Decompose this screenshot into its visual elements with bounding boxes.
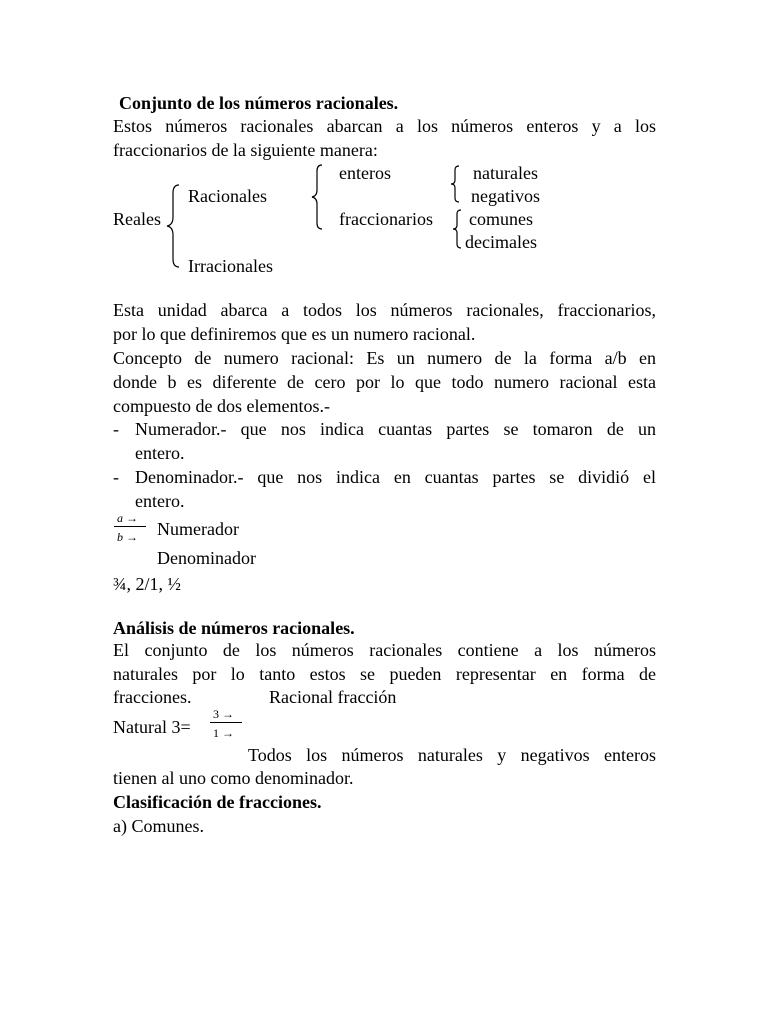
label-numerador: Numerador [157, 519, 239, 539]
intro-line-1: Estos números racionales abarcan a los números enteros y a los [113, 116, 656, 136]
intro-line-2: fraccionarios de la siguiente manera: [113, 140, 378, 160]
body1-line-2: por lo que definiremos que es un numero racional. [113, 324, 476, 344]
section-title-clasificacion: Clasificación de fracciones. [113, 792, 322, 812]
text-racional-fraccion: Racional fracción [269, 687, 397, 707]
diagram-comunes: comunes [469, 209, 533, 229]
diagram-fraccionarios: fraccionarios [339, 209, 433, 229]
todos-line-text: Todos los números naturales y negativos enteros [248, 745, 656, 765]
diagram-negativos: negativos [471, 186, 540, 206]
diagram-naturales: naturales [473, 163, 538, 183]
analisis-line-1: El conjunto de los números racionales contiene a los números [113, 640, 656, 660]
analisis-paragraph [113, 639, 656, 687]
fraction-examples: ¾, 2/1, ½ [113, 574, 182, 594]
natural-label: Natural 3= [113, 717, 191, 737]
fraction-bar [114, 526, 146, 527]
section-title-conjunto: Conjunto de los números racionales. [119, 93, 399, 113]
diagram-racionales: Racionales [188, 186, 267, 206]
bullet-numerador [135, 418, 656, 466]
item-comunes: a) Comunes. [113, 816, 204, 836]
diagram-irracionales: Irracionales [188, 256, 273, 276]
body1-line-5: compuesto de dos elementos.- [113, 396, 330, 416]
label-denominador: Denominador [157, 548, 256, 568]
intro-paragraph [113, 115, 656, 163]
fraction-numerator: a → [117, 511, 138, 525]
diagram-enteros: enteros [339, 163, 391, 183]
analisis-line-2: naturales por lo tanto estos se pueden representar en forma de [113, 664, 656, 684]
brace-reales [163, 183, 183, 269]
body1-line-3: Concepto de numero racional: Es un numero de la forma a/b en [113, 348, 656, 368]
body1-line-4: donde b es diferente de cero por lo que todo numero racional esta [113, 372, 656, 392]
tienen-line: tienen al uno como denominador. [113, 768, 354, 788]
bullet1-line-1: Numerador.- que nos indica cuantas partes se tomaron de un [135, 419, 656, 439]
bullet-dash-1: - [113, 419, 119, 439]
body1-line-1: Esta unidad abarca a todos los números racionales, fraccionarios, [113, 300, 656, 320]
brace-fraccionarios [450, 208, 464, 250]
brace-enteros [448, 164, 462, 204]
section-title-analisis: Análisis de números racionales. [113, 618, 355, 638]
diagram-reales: Reales [113, 209, 161, 229]
bullet2-line-2: entero. [135, 491, 185, 511]
bullet2-line-1: Denominador.- que nos indica en cuantas partes se dividió el [135, 467, 656, 487]
todos-line [248, 744, 656, 768]
bullet1-line-2: entero. [135, 443, 185, 463]
bullet-denominador [135, 466, 656, 514]
natural-fraction-denominator: 1 → [213, 726, 234, 740]
bullet-dash-2: - [113, 467, 119, 487]
body-paragraph-1 [113, 299, 656, 419]
text-fracciones: fracciones. [113, 687, 192, 707]
brace-racionales [309, 163, 325, 231]
natural-fraction-numerator: 3 → [213, 707, 234, 721]
natural-fraction-bar [210, 722, 242, 723]
diagram-decimales: decimales [465, 232, 537, 252]
fraction-denominator: b → [117, 530, 138, 544]
